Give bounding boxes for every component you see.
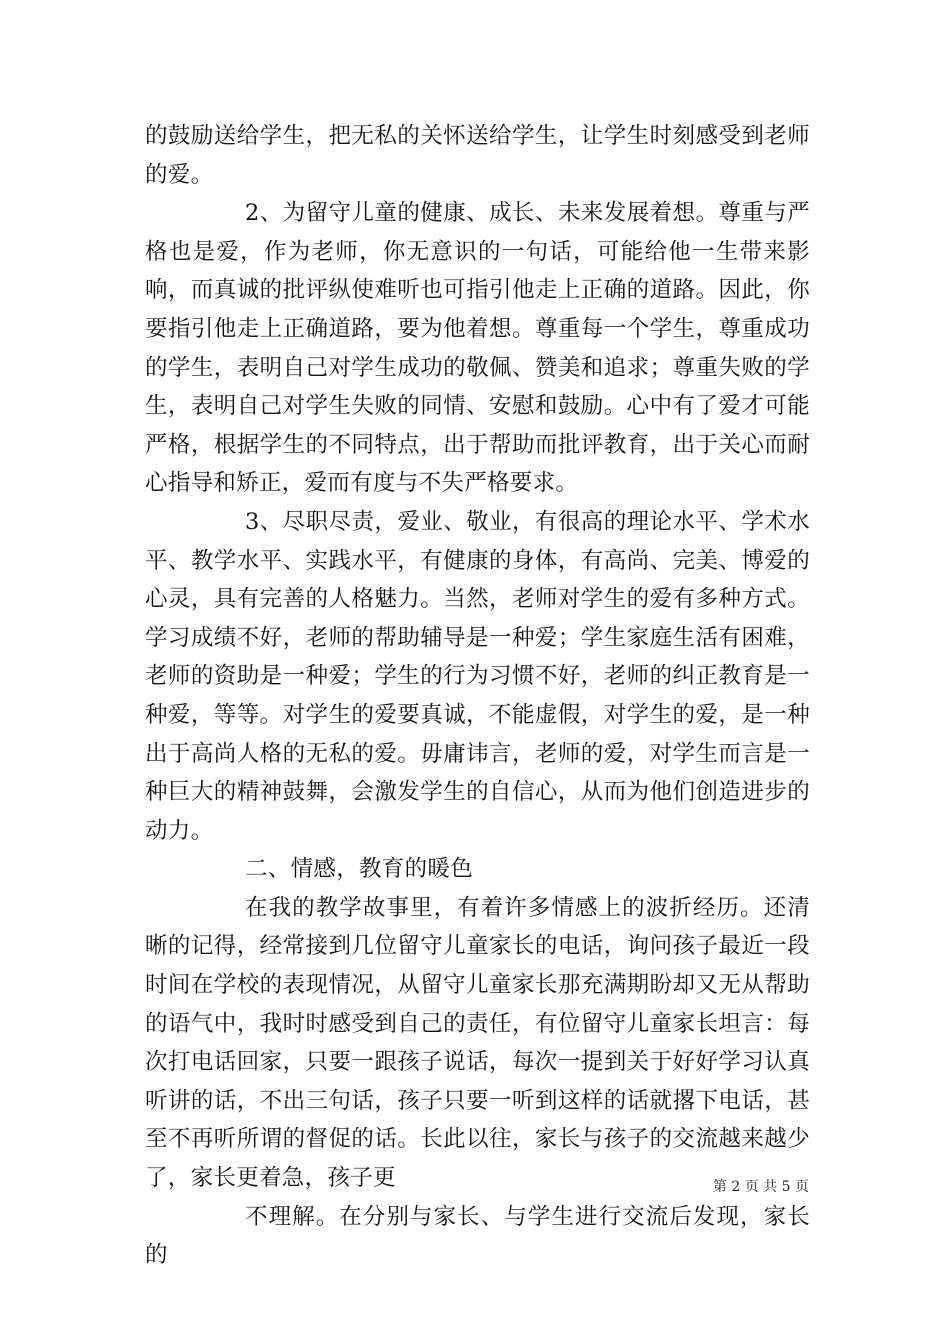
section-heading-2: 二、情感，教育的暖色	[245, 856, 474, 883]
paragraph-story-continued: 不理解。在分别与家长、与学生进行交流后发现，家长的	[145, 1203, 810, 1269]
paragraph-continuation: 的鼓励送给学生，把无私的关怀送给学生，让学生时刻感受到老师的爱。	[145, 123, 810, 188]
paragraph-story: 在我的教学故事里，有着许多情感上的波折经历。还清晰的记得，经常接到几位留守儿童家长的电话，询问孩子最近一段时间在学校的表现情况，从留守儿童家长那充满期盼却又无从帮助的语气中，我时时感受到自己的责任，有位留守儿童家长坦言：每次打电话回家，只要一跟孩子说话，每次一提到关于好好学习认真听讲的话，不出三句话，孩子只要一听到这样的话就撂下电话，甚至不再听所谓的督促的话。长此以往，家长与孩子的交流越来越少了，家长更着急，孩子更	[145, 894, 810, 1192]
page-number-footer: 第 2 页 共 5 页	[712, 1179, 809, 1195]
document-body	[145, 117, 810, 1275]
paragraph-point-3: 3、尽职尽责，爱业、敬业，有很高的理论水平、学术水平、教学水平、实践水平，有健康的身体，有高尚、完美、博爱的心灵，具有完善的人格魅力。当然，老师对学生的爱有多种方式。学习成绩不好，老师的帮助辅导是一种爱；学生家庭生活有困难，老师的资助是一种爱；学生的行为习惯不好，老师的纠正教育是一种爱，等等。对学生的爱要真诚，不能虚假，对学生的爱，是一种出于高尚人格的无私的爱。毋庸讳言，老师的爱，对学生而言是一种巨大的精神鼓舞，会激发学生的自信心，从而为他们创造进步的动力。	[145, 508, 810, 844]
paragraph-point-2: 2、为留守儿童的健康、成长、未来发展着想。尊重与严格也是爱，作为老师，你无意识的一句话，可能给他一生带来影响，而真诚的批评纵使难听也可指引他走上正确的道路。因此，你要指引他走上正确道路，要为他着想。尊重每一个学生，尊重成功的学生，表明自己对学生成功的敬佩、赞美和追求；尊重失败的学生，表明自己对学生失败的同情、安慰和鼓励。心中有了爱才可能严格，根据学生的不同特点，出于帮助而批评教育，出于关心而耐心指导和矫正，爱而有度与不失严格要求。	[145, 200, 810, 497]
